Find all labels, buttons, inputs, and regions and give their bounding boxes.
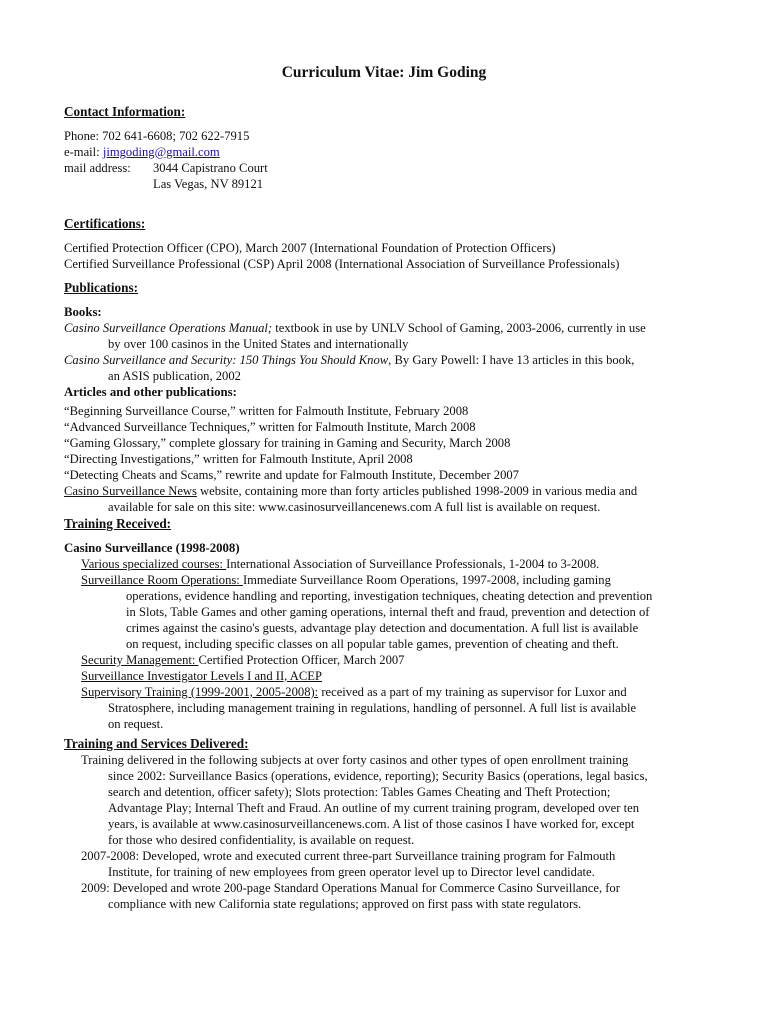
address-line-1: 3044 Capistrano Court (153, 161, 268, 175)
delivered-paragraph-cont: for those who desired confidentiality, is available on request. (108, 833, 415, 847)
training-item-text: received as a part of my training as supervisor for Luxor and (318, 685, 627, 699)
training-item-cont: on request, including specific classes on all popular table games, prevention of cheating and theft. (126, 637, 619, 651)
training-item-label: Various specialized courses: (81, 557, 227, 571)
publications-heading: Publications: (64, 280, 139, 295)
contact-email-line (64, 144, 220, 160)
article-item: “Directing Investigations,” written for Falmouth Institute, April 2008 (64, 452, 413, 466)
article-item: “Gaming Glossary,” complete glossary for training in Gaming and Security, March 2008 (64, 436, 511, 450)
delivered-paragraph-cont: since 2002: Surveillance Basics (operations, evidence, reporting); Security Basics (operations, legal basics, (108, 769, 648, 783)
delivered-paragraph-cont: Advantage Play; Internal Theft and Fraud. An outline of my current training program, developed over ten (108, 801, 639, 815)
delivered-paragraph-cont: Institute, for training of new employees from green operator level up to Director level candidate. (108, 865, 595, 879)
address-line-2: Las Vegas, NV 89121 (153, 177, 264, 191)
book-description-cont: an ASIS publication, 2002 (108, 369, 241, 383)
contact-phone: Phone: 702 641-6608; 702 622-7915 (64, 129, 250, 143)
book-title: Casino Surveillance and Security: 150 Things You Should Know (64, 353, 389, 367)
training-item-text: Certified Protection Officer, March 2007 (198, 653, 405, 667)
book-description-cont: by over 100 casinos in the United States and internationally (108, 337, 409, 351)
contact-address-line (64, 160, 364, 176)
delivered-paragraph: 2009: Developed and wrote 200-page Standard Operations Manual for Commerce Casino Surveillance, for (81, 881, 620, 895)
article-item: “Advanced Surveillance Techniques,” written for Falmouth Institute, March 2008 (64, 420, 476, 434)
email-link[interactable]: jimgoding@gmail.com (102, 145, 220, 159)
news-entry (64, 483, 637, 499)
training-item-cont: crimes against the casino's guests, advantage play detection and documentation. A full list is available (126, 621, 639, 635)
training-item-cont: in Slots, Table Games and other gaming operations, internal theft and fraud, prevention and detection of (126, 605, 650, 619)
training-delivered-heading: Training and Services Delivered: (64, 736, 249, 751)
training-item-label: Supervisory Training (1999-2001, 2005-2008): (81, 685, 319, 699)
certification-item: Certified Surveillance Professional (CSP) April 2008 (International Association of Surveillance Professionals) (64, 257, 620, 271)
news-description: website, containing more than forty articles published 1998-2009 in various media and (196, 484, 638, 498)
news-description-cont: available for sale on this site: www.casinosurveillancenews.com A full list is available on request. (108, 500, 601, 514)
training-item-cont: Stratosphere, including management training in regulations, handling of personnel. A full list is available (108, 701, 637, 715)
book-description: , By Gary Powell: I have 13 articles in this book, (388, 353, 635, 367)
delivered-paragraph: Training delivered in the following subjects at over forty casinos and other types of open enrollment training (81, 753, 629, 767)
mail-label: mail address: (64, 161, 131, 175)
training-item-cont: on request. (108, 717, 164, 731)
contact-heading: Contact Information: (64, 104, 186, 119)
training-item (81, 684, 627, 700)
delivered-paragraph-cont: search and detention, officer safety); Slots protection: Tables Games Cheating and Theft Protection; (108, 785, 611, 799)
casino-surveillance-heading: Casino Surveillance (1998-2008) (64, 541, 240, 555)
training-item (81, 556, 599, 572)
training-item-text: International Association of Surveillance Professionals, 1-2004 to 3-2008. (226, 557, 600, 571)
certifications-heading: Certifications: (64, 216, 146, 231)
training-item-cont: operations, evidence handling and reporting, investigation techniques, cheating detection and prevention (126, 589, 653, 603)
training-item-label: Surveillance Room Operations: (81, 573, 243, 587)
page-title: Curriculum Vitae: Jim Goding (281, 64, 487, 81)
training-item: Surveillance Investigator Levels I and II, ACEP (81, 669, 322, 683)
training-item (81, 572, 611, 588)
delivered-paragraph-cont: years, is available at www.casinosurveillancenews.com. A list of those casinos I have worked for, except (108, 817, 635, 831)
book-title: Casino Surveillance Operations Manual; (64, 321, 273, 335)
training-item (81, 652, 404, 668)
delivered-paragraph-cont: compliance with new California state regulations; approved on first pass with state regulators. (108, 897, 582, 911)
books-heading: Books: (64, 305, 102, 319)
delivered-paragraph: 2007-2008: Developed, wrote and executed current three-part Surveillance training program for Falmouth (81, 849, 616, 863)
training-received-heading: Training Received: (64, 516, 172, 531)
certification-item: Certified Protection Officer (CPO), March 2007 (International Foundation of Protection Officers) (64, 241, 556, 255)
training-item-label: Security Management: (81, 653, 199, 667)
book-entry (64, 352, 634, 368)
book-entry (64, 320, 646, 336)
article-item: “Beginning Surveillance Course,” written for Falmouth Institute, February 2008 (64, 404, 469, 418)
training-item-text: Immediate Surveillance Room Operations, 1997-2008, including gaming (242, 573, 611, 587)
news-link[interactable]: Casino Surveillance News (64, 484, 197, 498)
article-item: “Detecting Cheats and Scams,” rewrite and update for Falmouth Institute, December 2007 (64, 468, 519, 482)
articles-heading: Articles and other publications: (64, 385, 237, 399)
email-label: e-mail: (64, 145, 103, 159)
book-description: textbook in use by UNLV School of Gaming, 2003-2006, currently in use (272, 321, 646, 335)
